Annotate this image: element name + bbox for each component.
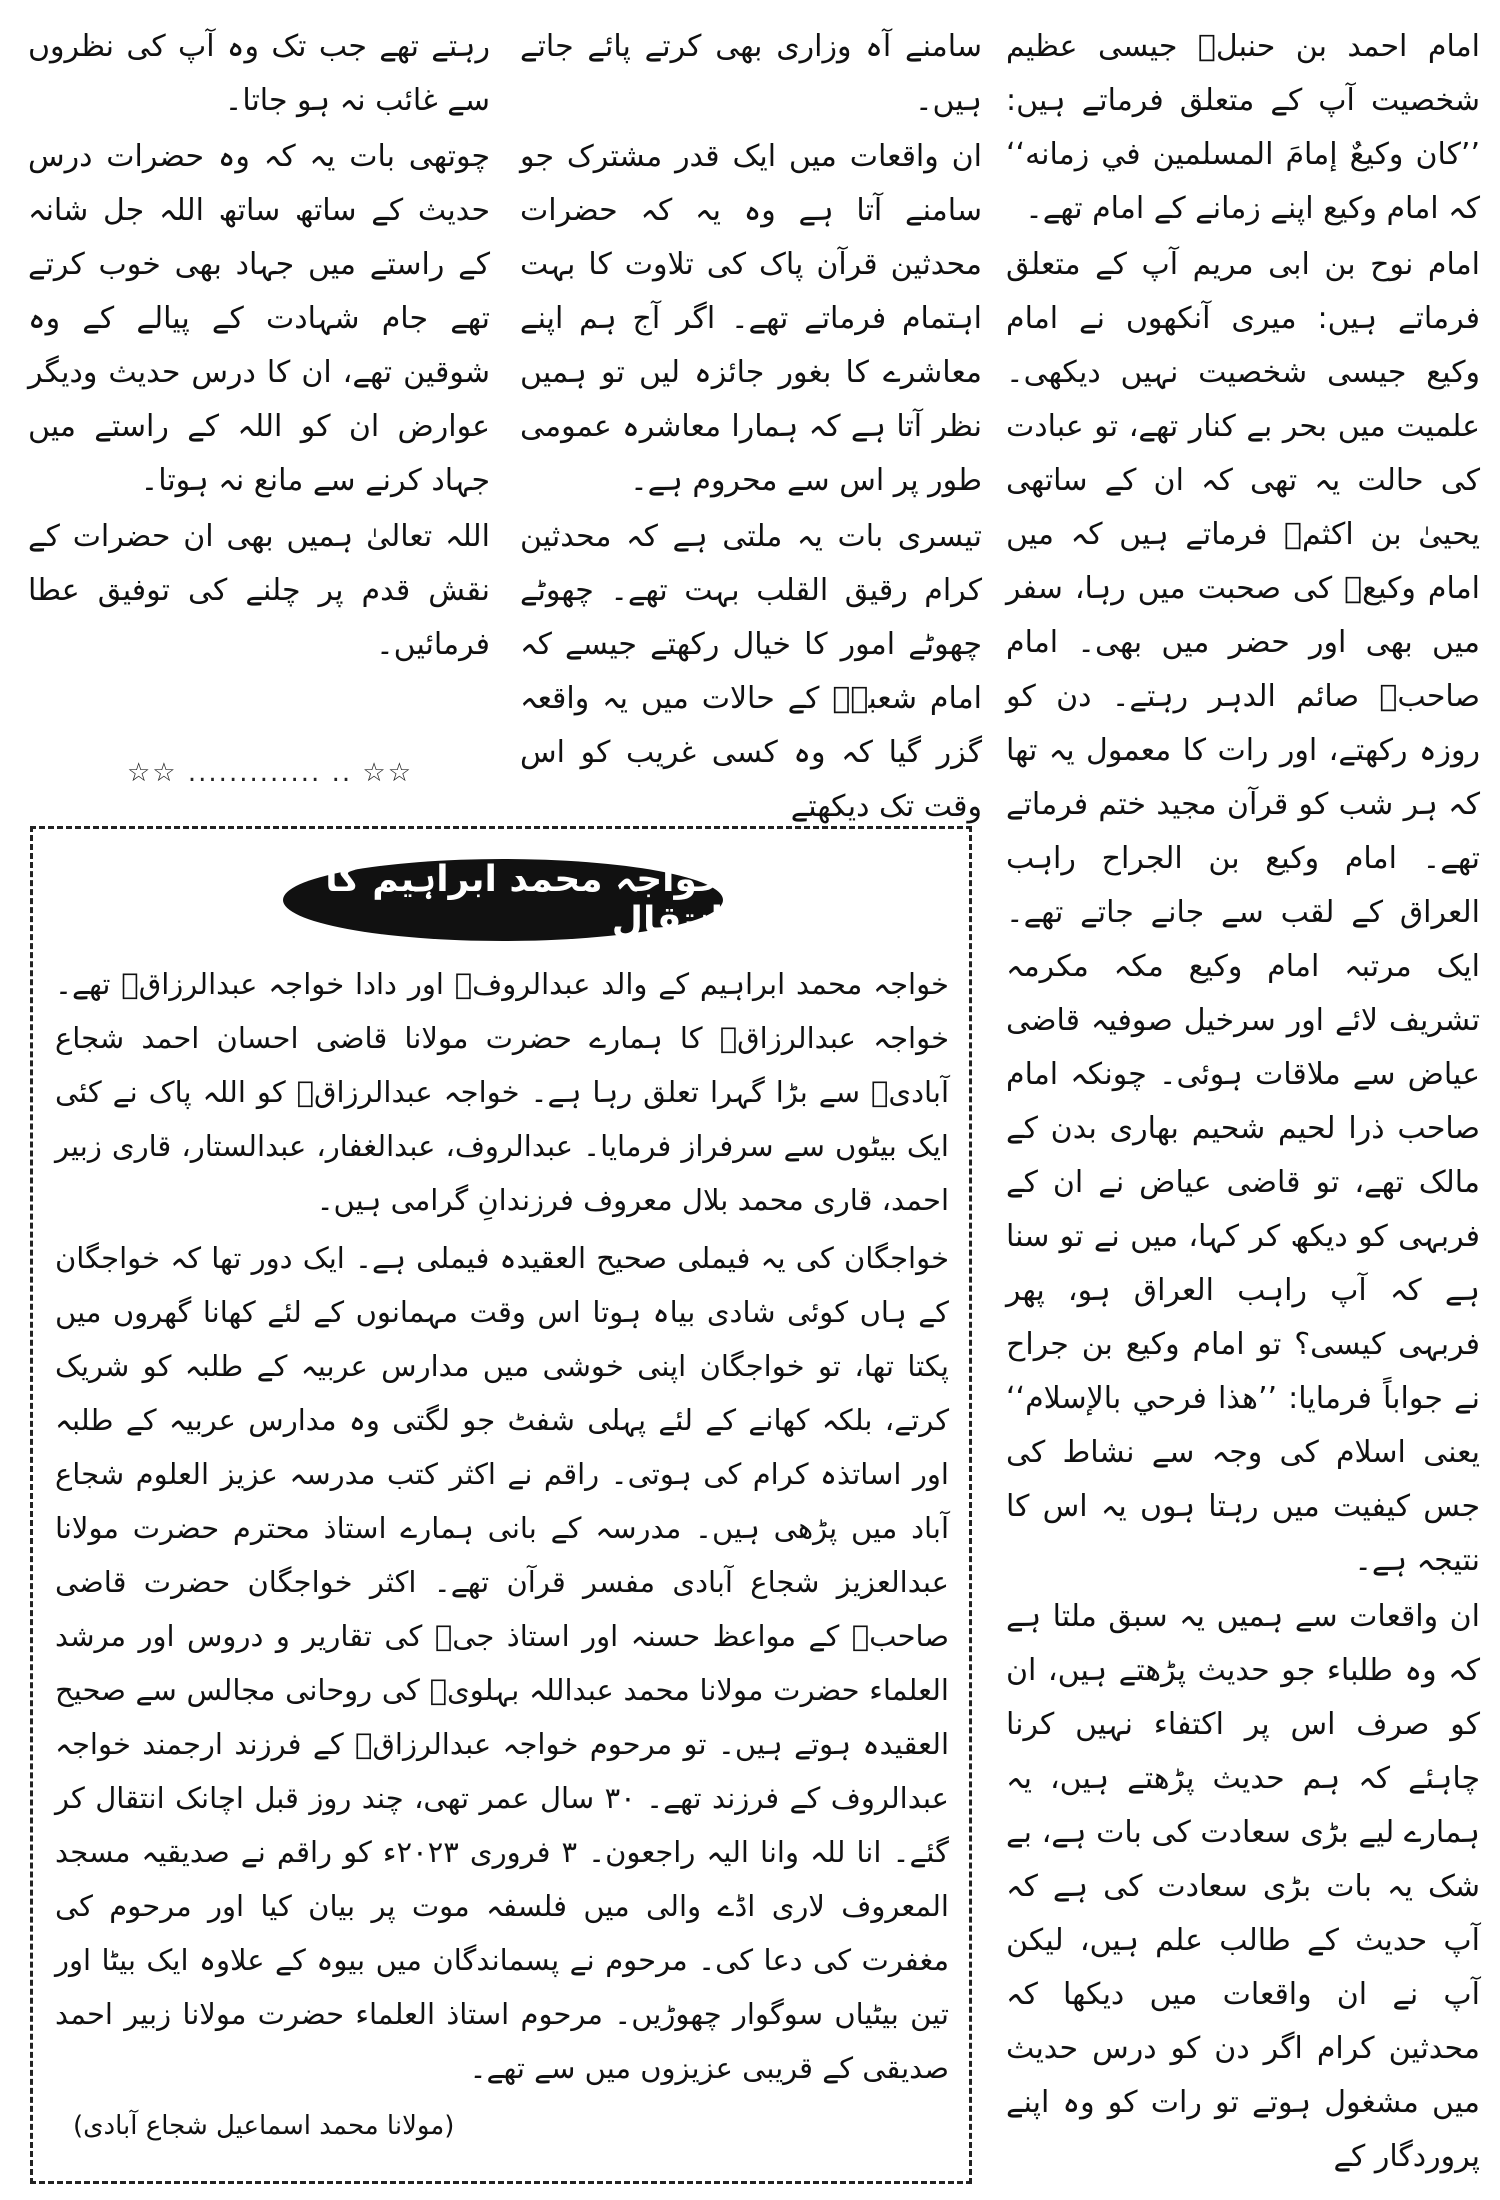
paragraph: رہتے تھے جب تک وہ آپ کی نظروں سے غائب نہ ہو جاتا۔ <box>28 29 490 118</box>
paragraph: خواجہ محمد ابراہیم کے والد عبدالروفؒ اور دادا خواجہ عبدالرزاقؒ تھے۔ خواجہ عبدالرزاقؒ کا ہمارے حضرت مولانا قاضی احسان احمد شجاع آبادیؒ سے بڑا گہرا تعلق رہا ہے۔ خواجہ عبدالرزاقؒ کو اللہ پاک نے کئی ایک بیٹوں سے سرفراز فرمایا۔ عبدالروف، عبدالغفار، عبدالستار، قاری زبیر احمد، قاری محمد بلال معروف فرزندانِ گرامی ہیں۔ <box>55 967 949 1217</box>
paragraph: اللہ تعالیٰ ہمیں بھی ان حضرات کے نقش قدم پر چلنے کی توفیق عطا فرمائیں۔ <box>28 519 490 662</box>
paragraph: تیسری بات یہ ملتی ہے کہ محدثین کرام رقیق القلب بہت تھے۔ چھوٹے چھوٹے امور کا خیال رکھتے جیسے کہ امام شعبہؒ کے حالات میں یہ واقعہ گزر گیا کہ وہ کسی غریب کو اس وقت تک دیکھتے <box>520 519 982 824</box>
paragraph: چوتھی بات یہ کہ وہ حضرات درس حدیث کے ساتھ ساتھ اللہ جل شانہ کے راستے میں جہاد بھی خوب کرتے تھے جام شہادت کے پیالے کے وہ شوقین تھے، ان کا درس حدیث ودیگر عوارض ان کو اللہ کے راستے میں جہاد کرنے سے مانع نہ ہوتا۔ <box>28 139 490 498</box>
obituary-body <box>55 957 949 2099</box>
author-signature: (مولانا محمد اسماعیل شجاع آبادی) <box>73 2111 455 2141</box>
paragraph: خواجگان کی یہ فیملی صحیح العقیدہ فیملی ہے۔ ایک دور تھا کہ خواجگان کے ہاں کوئی شادی بیاہ ہوتا اس وقت مہمانوں کے لئے کھانا گھروں میں پکتا تھا، تو خواجگان اپنی خوشی میں مدارس عربیہ کے طلبہ کو شریک کرتے، بلکہ کھانے کے لئے پہلی شفٹ جو لگتی وہ مدارس عربیہ کے طلبہ اور اساتذہ کرام کی ہوتی۔ راقم نے اکثر کتب مدرسہ عزیز العلوم شجاع آباد میں پڑھی ہیں۔ مدرسہ کے بانی ہمارے استاذ محترم حضرت مولانا عبدالعزیز شجاع آبادی مفسر قرآن تھے۔ اکثر خواجگان حضرت قاضی صاحبؒ کے مواعظ حسنہ اور استاذ جیؒ کی تقاریر و دروس اور مرشد العلماء حضرت مولانا محمد عبداللہ بہلویؒ کی روحانی مجالس سے صحیح العقیدہ ہوتے ہیں۔ تو مرحوم خواجہ عبدالرزاقؒ کے فرزند ارجمند خواجہ عبدالروف کے فرزند تھے۔ ۳۰ سال عمر تھی، چند روز قبل اچانک انتقال کر گئے۔ انا للہ وانا الیہ راجعون۔ ۳ فروری ۲۰۲۳ء کو راقم نے صدیقیہ مسجد المعروف لاری اڈے والی میں فلسفہ موت پر بیان کیا اور مرحوم کی مغفرت کی دعا کی۔ مرحوم نے پسماندگان میں بیوہ کے علاوہ ایک بیٹا اور تین بیٹیاں سوگوار چھوڑیں۔ مرحوم استاذ العلماء حضرت مولانا زبیر احمد صدیقی کے قریبی عزیزوں میں سے تھے۔ <box>55 1241 949 2085</box>
paragraph: ان واقعات میں ایک قدر مشترک جو سامنے آتا ہے وہ یہ کہ حضرات محدثین قرآن پاک کی تلاوت کا بہت اہتمام فرماتے تھے۔ اگر آج ہم اپنے معاشرے کا بغور جائزہ لیں تو ہمیں نظر آتا ہے کہ ہمارا معاشرہ عمومی طور پر اس سے محروم ہے۔ <box>520 139 982 498</box>
column-left <box>28 20 490 674</box>
section-separator: ☆☆ ............. .. ☆☆ <box>127 758 413 788</box>
column-middle <box>520 20 982 836</box>
paragraph: امام احمد بن حنبلؒ جیسی عظیم شخصیت آپ کے متعلق فرماتے ہیں: ’’كان وكيعٌ إمامَ المسلمين في زمانه‘‘ کہ امام وکیع اپنے زمانے کے امام تھے۔ <box>1006 29 1480 226</box>
paragraph: سامنے آہ وزاری بھی کرتے پائے جاتے ہیں۔ <box>520 29 982 118</box>
paragraph: ان واقعات سے ہمیں یہ سبق ملتا ہے کہ وہ طلباء جو حدیث پڑھتے ہیں، ان کو صرف اس پر اکتفاء نہیں کرنا چاہئے کہ ہم حدیث پڑھتے ہیں، یہ ہمارے لیے بڑی سعادت کی بات ہے، بے شک یہ بات بڑی سعادت کی ہے کہ آپ حدیث کے طالب علم ہیں، لیکن آپ نے ان واقعات میں دیکھا کہ محدثین کرام اگر دن کو درس حدیث میں مشغول ہوتے تو رات کو وہ اپنے پروردگار کے <box>1006 1599 1480 2174</box>
obituary-box <box>30 826 972 2184</box>
paragraph: امام نوح بن ابی مریم آپ کے متعلق فرماتے ہیں: میری آنکھوں نے امام وکیع جیسی شخصیت نہیں دیکھی۔ علمیت میں بحر بے کنار تھے، تو عبادت کی حالت یہ تھی کہ ان کے ساتھی یحییٰ بن اکثمؒ فرماتے ہیں کہ میں امام وکیعؒ کی صحبت میں رہا، سفر میں بھی اور حضر میں بھی۔ امام صاحبؒ صائم الدہر رہتے۔ دن کو روزہ رکھتے، اور رات کا معمول یہ تھا کہ ہر شب کو قرآن مجید ختم فرماتے تھے۔ امام وکیع بن الجراح راہب العراق کے لقب سے جانے جاتے تھے۔ ایک مرتبہ امام وکیع مکہ مکرمہ تشریف لائے اور سرخیل صوفیہ قاضی عیاض سے ملاقات ہوئی۔ چونکہ امام صاحب ذرا لحیم شحیم بھاری بدن کے مالک تھے، تو قاضی عیاض نے ان کے فربہی کو دیکھ کر کہا، میں نے تو سنا ہے کہ آپ راہب العراق ہو، پھر فربہی کیسی؟ تو امام وکیع بن جراح نے جواباً فرمایا: ’’هذا فرحي بالإسلام‘‘ یعنی اسلام کی وجہ سے نشاط کی جس کیفیت میں رہتا ہوں یہ اس کا نتیجہ ہے۔ <box>1006 247 1480 1578</box>
column-right <box>1006 20 1480 2186</box>
obituary-title: خواجہ محمد ابراہیم کا انتقال <box>283 859 723 941</box>
